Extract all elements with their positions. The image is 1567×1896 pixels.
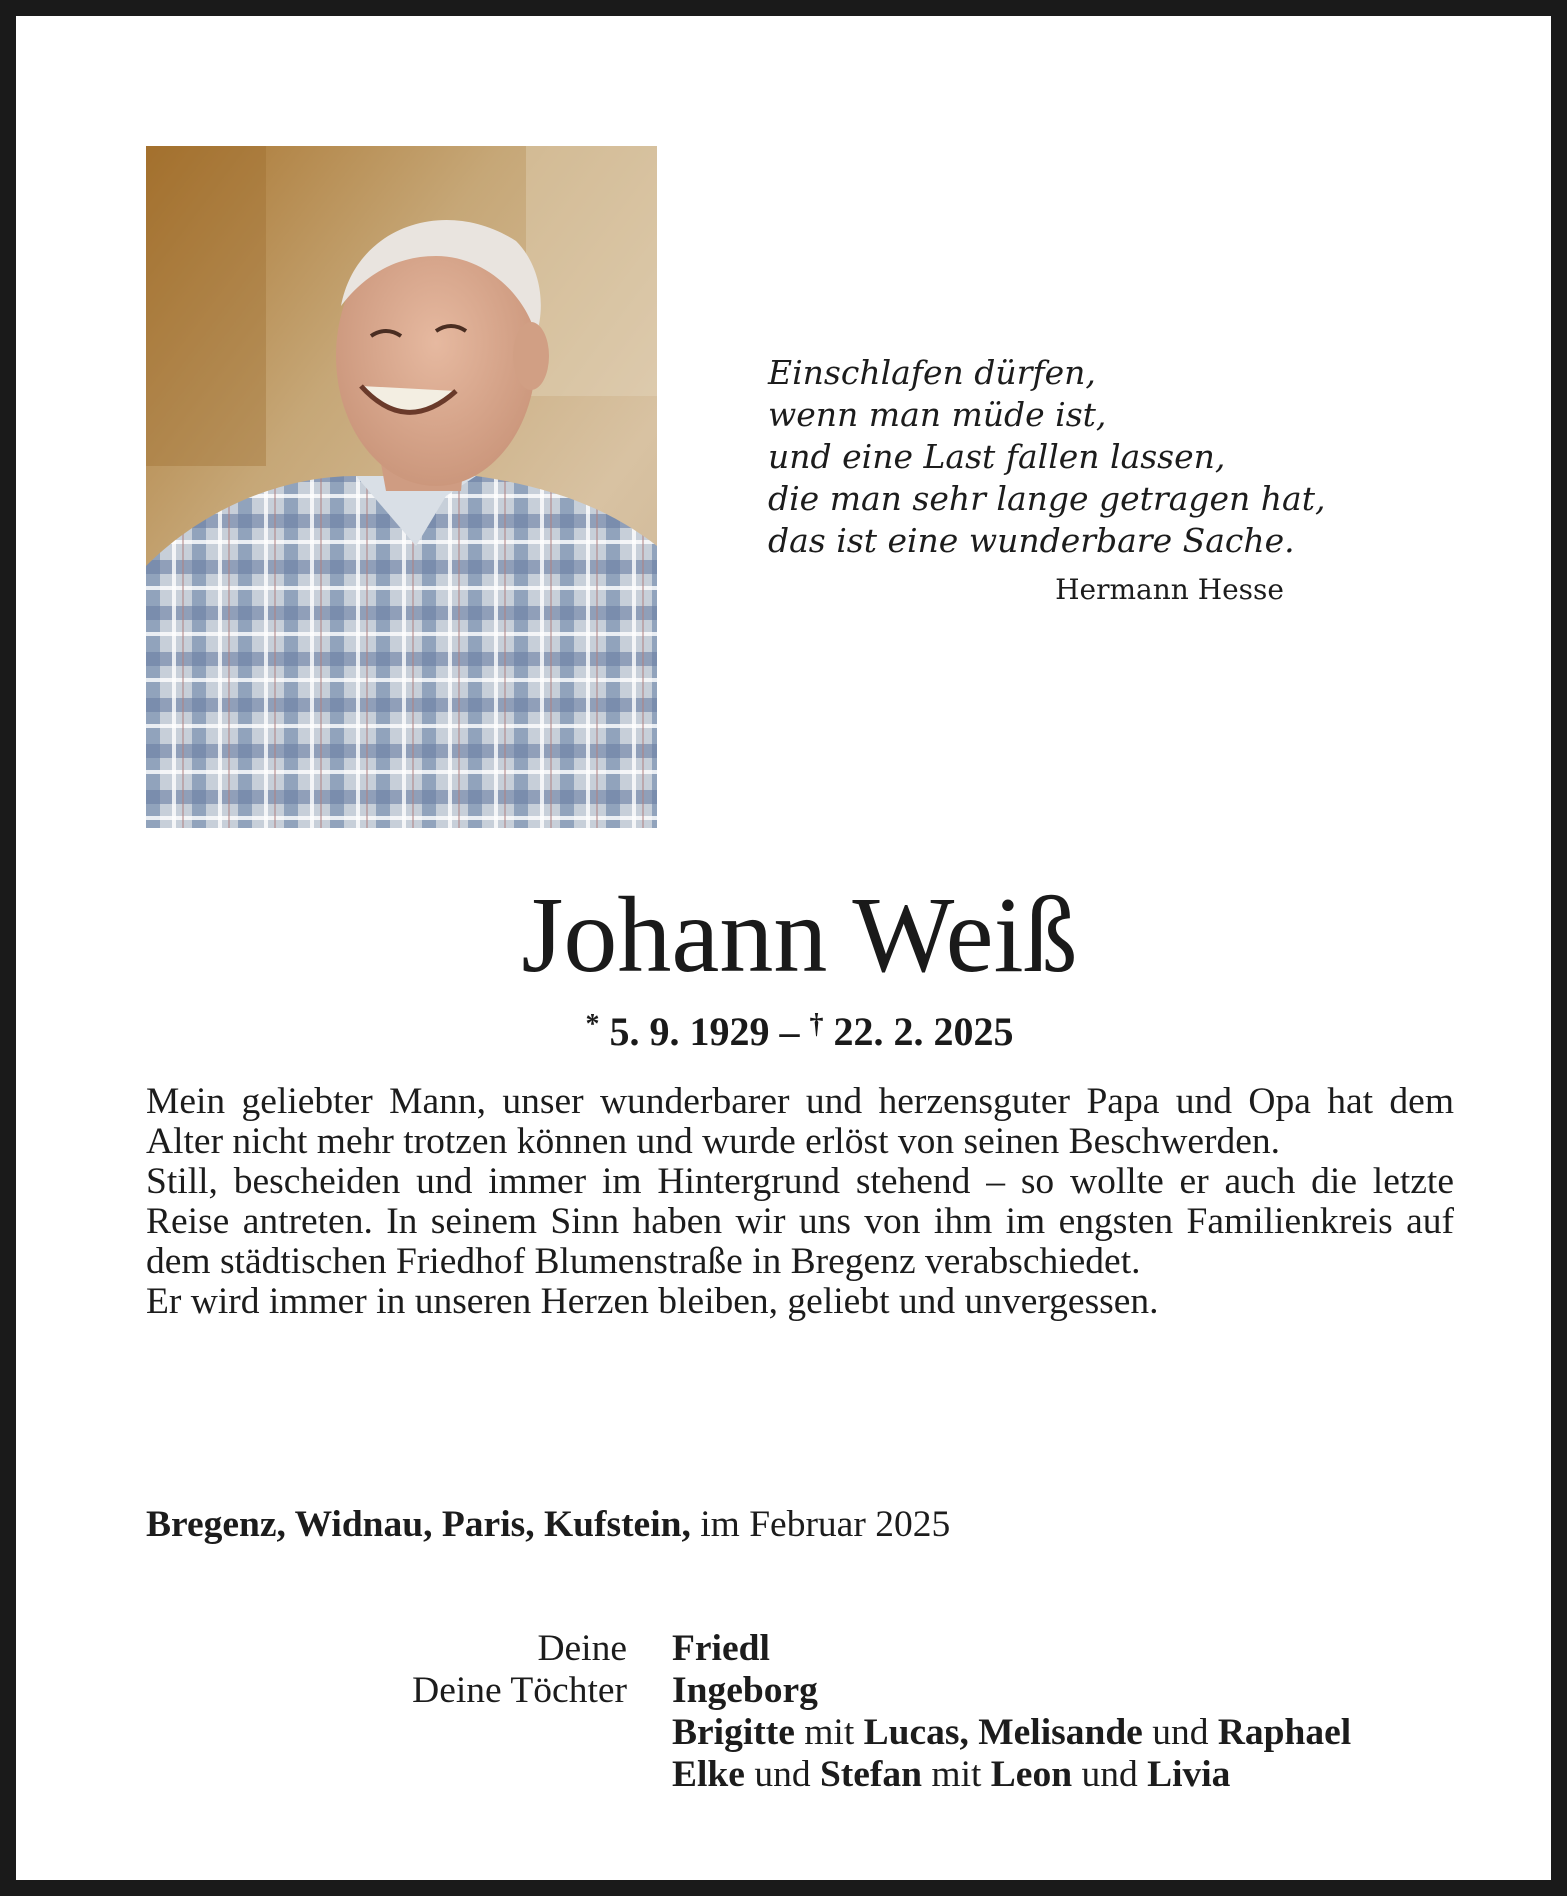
birth-date: 5. 9. 1929 <box>609 1009 770 1054</box>
message-paragraph: Er wird immer in unseren Herzen bleiben, geliebt und unvergessen. <box>146 1281 1159 1322</box>
signature-connector: und <box>754 1754 811 1795</box>
deceased-name: Johann Weiß <box>521 876 1078 995</box>
obituary-message <box>146 1082 1454 1322</box>
message-paragraph: Mein geliebter Mann, unser wunderbarer und herzensguter Papa und Opa hat dem Alter nicht mehr trotzen können und wurde erlöst von seinen Beschwerden. <box>146 1081 1454 1162</box>
quote-line: Einschlafen dürfen, <box>768 353 1096 392</box>
signature-label: Deine Töchter <box>412 1670 627 1711</box>
signature-name: Lucas, Melisande <box>863 1712 1143 1753</box>
quote-line: die man sehr lange getragen hat, <box>768 479 1326 518</box>
signature-connector: und <box>1152 1712 1209 1753</box>
signature-name: Brigitte <box>672 1712 795 1753</box>
signature-line <box>672 1754 1351 1796</box>
place-and-date <box>146 1502 950 1548</box>
birth-symbol: * <box>585 1009 600 1040</box>
life-dates <box>16 1000 1567 1057</box>
quote-line: und eine Last fallen lassen, <box>768 437 1226 476</box>
death-symbol: † <box>809 1009 824 1040</box>
message-paragraph: Still, bescheiden und immer im Hintergrund stehend – so wollte er auch die letzte Reise antreten. In seinem Sinn haben wir uns von ihm im engsten Familienkreis auf dem städtischen Friedhof Blumenstraße in Bregenz verabschiedet. <box>146 1161 1454 1282</box>
signature-labels <box>412 1628 627 1712</box>
signature-connector: mit <box>931 1754 982 1795</box>
signature-name: Stefan <box>819 1754 923 1795</box>
signature-name: Ingeborg <box>672 1670 818 1711</box>
quote-line: wenn man müde ist, <box>768 395 1107 434</box>
signature-name: Leon <box>990 1754 1073 1795</box>
place-cities: Bregenz, Widnau, Paris, Kufstein, <box>146 1504 691 1545</box>
quote-author: Hermann Hesse <box>1055 573 1284 606</box>
signature-connector: und <box>1081 1754 1138 1795</box>
signature-label: Deine <box>537 1628 627 1669</box>
signature-name: Friedl <box>672 1628 770 1669</box>
quote-line: das ist eine wunderbare Sache. <box>768 521 1295 560</box>
death-date: 22. 2. 2025 <box>833 1009 1014 1054</box>
signature-names <box>672 1628 1351 1796</box>
signature-connector: mit <box>804 1712 855 1753</box>
signature-name: Elke <box>672 1754 745 1795</box>
date-separator: – <box>779 1009 800 1054</box>
place-date: im Februar 2025 <box>700 1504 951 1545</box>
quote-block <box>768 352 1328 562</box>
signature-line <box>672 1712 1351 1754</box>
signature-name: Livia <box>1147 1754 1231 1795</box>
signature-name: Raphael <box>1217 1712 1352 1753</box>
portrait-photo <box>146 146 657 828</box>
